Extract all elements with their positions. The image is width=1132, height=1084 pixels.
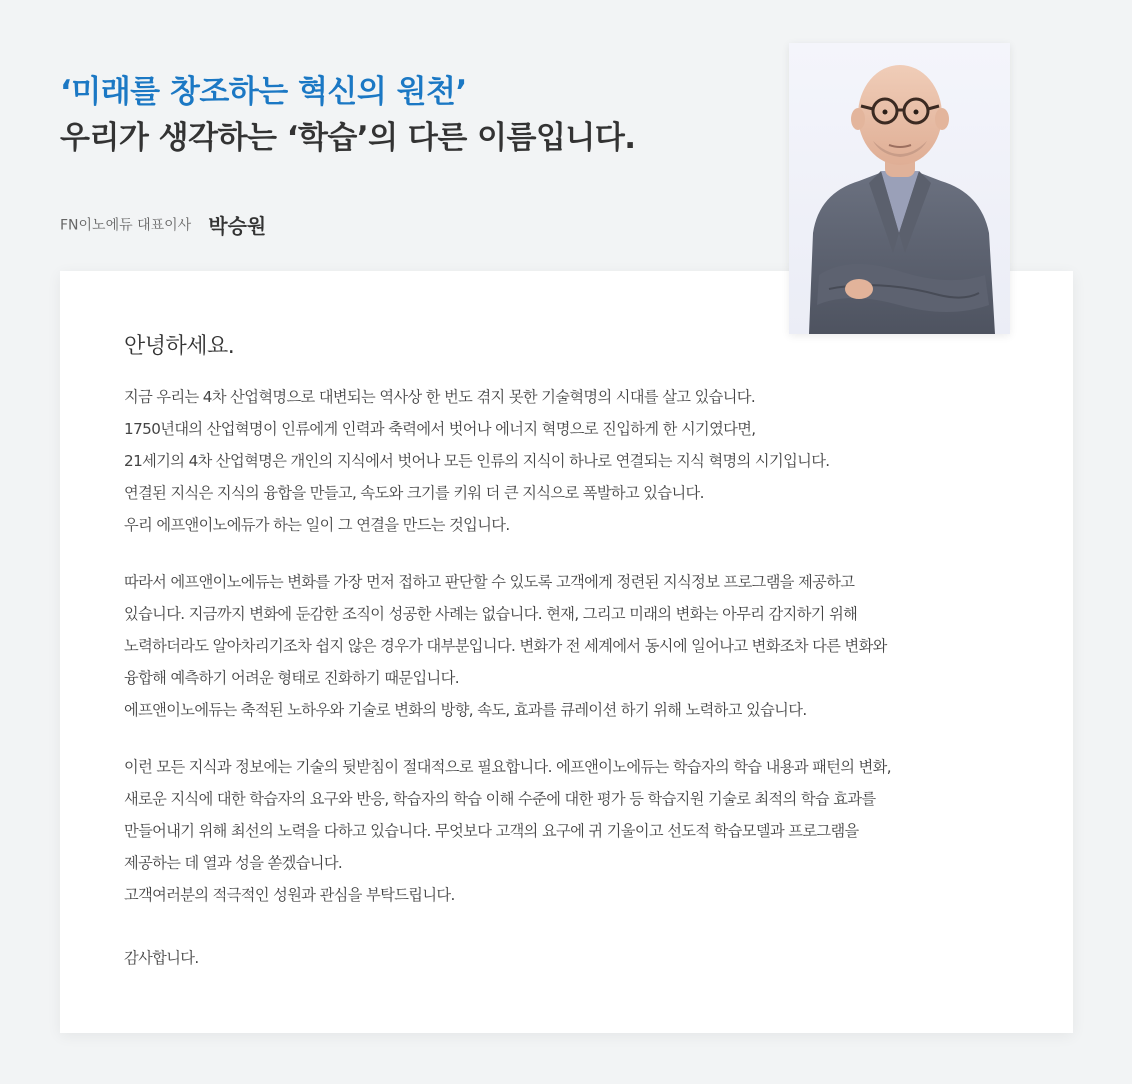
letter-line: 새로운 지식에 대한 학습자의 요구와 반응, 학습자의 학습 이해 수준에 대한 평가 등 학습지원 기술로 최적의 학습 효과를 bbox=[124, 790, 876, 808]
letter-body bbox=[124, 381, 1044, 936]
ceo-portrait-photo bbox=[789, 43, 1010, 334]
hero-heading bbox=[60, 72, 760, 158]
letter-line: 에프앤이노에듀는 축적된 노하우와 기술로 변화의 방향, 속도, 효과를 큐레이션 하기 위해 노력하고 있습니다. bbox=[124, 701, 807, 719]
letter-line: 노력하더라도 알아차리기조차 쉽지 않은 경우가 대부분입니다. 변화가 전 세계에서 동시에 일어나고 변화조차 다른 변화와 bbox=[124, 637, 887, 655]
letter-line: 이런 모든 지식과 정보에는 기술의 뒷받침이 절대적으로 필요합니다. 에프앤이노에듀는 학습자의 학습 내용과 패턴의 변화, bbox=[124, 758, 891, 776]
ceo-message-card bbox=[60, 271, 1073, 1033]
letter-paragraph-1 bbox=[124, 381, 1044, 541]
letter-greeting: 안녕하세요. bbox=[124, 334, 235, 359]
letter-closing: 감사합니다. bbox=[124, 949, 199, 967]
letter-line: 지금 우리는 4차 산업혁명으로 대변되는 역사상 한 번도 겪지 못한 기술혁명의 시대를 살고 있습니다. bbox=[124, 388, 756, 406]
letter-line: 따라서 에프앤이노에듀는 변화를 가장 먼저 접하고 판단할 수 있도록 고객에게 정련된 지식정보 프로그램을 제공하고 bbox=[124, 573, 855, 591]
letter-line: 있습니다. 지금까지 변화에 둔감한 조직이 성공한 사례는 없습니다. 현재, 그리고 미래의 변화는 아무리 감지하기 위해 bbox=[124, 605, 858, 623]
letter-line: 연결된 지식은 지식의 융합을 만들고, 속도와 크기를 키워 더 큰 지식으로 폭발하고 있습니다. bbox=[124, 484, 704, 502]
letter-line: 고객여러분의 적극적인 성원과 관심을 부탁드립니다. bbox=[124, 886, 455, 904]
hero-title-highlight: ‘미래를 창조하는 혁신의 원천’ bbox=[60, 74, 467, 110]
ceo-signature bbox=[60, 210, 266, 239]
letter-line: 융합해 예측하기 어려운 형태로 진화하기 때문입니다. bbox=[124, 669, 459, 687]
letter-paragraph-3 bbox=[124, 751, 1044, 911]
portrait-illustration bbox=[789, 43, 1010, 334]
letter-line: 제공하는 데 열과 성을 쏟겠습니다. bbox=[124, 854, 343, 872]
letter-line: 만들어내기 위해 최선의 노력을 다하고 있습니다. 무엇보다 고객의 요구에 귀 기울이고 선도적 학습모델과 프로그램을 bbox=[124, 822, 859, 840]
hero-title-subtitle: 우리가 생각하는 ‘학습’의 다른 이름입니다. bbox=[60, 120, 636, 156]
letter-line: 1750년대의 산업혁명이 인류에게 인력과 축력에서 벗어나 에너지 혁명으로 진입하게 한 시기였다면, bbox=[124, 420, 756, 438]
letter-line: 우리 에프앤이노에듀가 하는 일이 그 연결을 만드는 것입니다. bbox=[124, 516, 510, 534]
ceo-role: FN이노에듀 대표이사 bbox=[60, 217, 192, 234]
letter-line: 21세기의 4차 산업혁명은 개인의 지식에서 벗어나 모든 인류의 지식이 하나로 연결되는 지식 혁명의 시기입니다. bbox=[124, 452, 830, 470]
ceo-name: 박승원 bbox=[208, 214, 267, 238]
letter-paragraph-2 bbox=[124, 566, 1044, 726]
